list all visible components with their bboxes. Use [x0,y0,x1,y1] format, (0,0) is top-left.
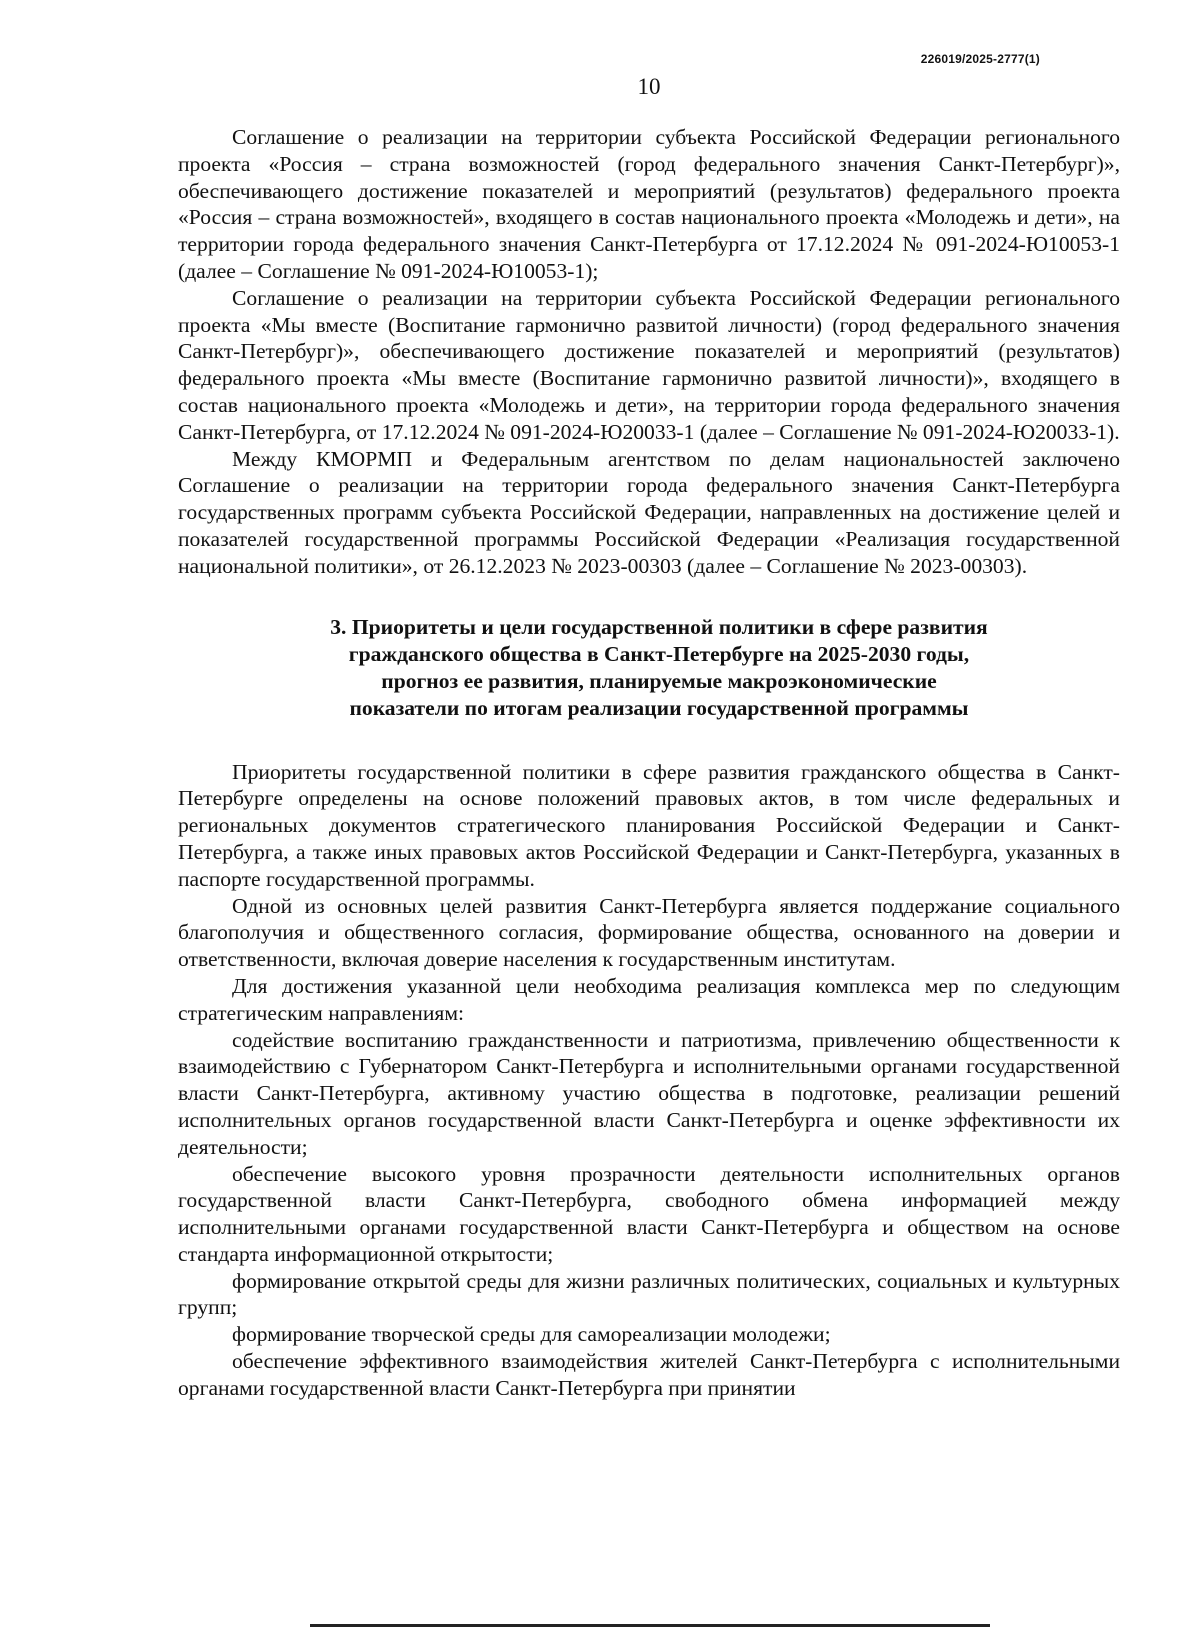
paragraph: Приоритеты государственной политики в сфере развития гражданского общества в Санкт-Петербурге определены на основе положений правовых актов, в том числе федеральных и региональных документов стратегического планирования Российской Федерации и Санкт-Петербурга, а также иных правовых актов Российской Федерации и Санкт-Петербурга, указанных в паспорте государственной программы. [178,759,1120,891]
paragraph: Соглашение о реализации на территории субъекта Российской Федерации регионального проекта «Россия – страна возможностей (город федерального значения Санкт-Петербург)», обеспечивающего достижение показателей и мероприятий (результатов) федерального проекта «Россия – страна возможностей», входящего в состав национального проекта «Молодежь и дети», на территории города федерального значения Санкт-Петербурга от 17.12.2024 № 091-2024-Ю10053-1 (далее – Соглашение № 091-2024-Ю10053-1); [178,125,1120,283]
list-item: обеспечение эффективного взаимодействия жителей Санкт-Петербурга с исполнительными органами государственной власти Санкт-Петербурга при принятии [178,1349,1120,1400]
paragraph: Соглашение о реализации на территории субъекта Российской Федерации регионального проекта «Мы вместе (Воспитание гармонично развитой личности) (город федерального значения Санкт-Петербург)», обеспечивающего достижение показателей и мероприятий (результатов) федерального проекта «Мы вместе (Воспитание гармонично развитой личности)», входящего в состав национального проекта «Молодежь и дети», на территории города федерального значения Санкт-Петербурга, от 17.12.2024 № 091-2024-Ю20033-1 (далее – Соглашение № 091-2024-Ю20033-1). [178,285,1120,444]
page-number: 10 [637,74,661,99]
paragraph: Для достижения указанной цели необходима реализация комплекса мер по следующим стратегическим направлениям: [178,973,1120,1025]
document-id: 226019/2025-2777(1) [920,52,1040,66]
list-item: формирование открытой среды для жизни различных политических, социальных и культурных групп; [178,1268,1120,1320]
list-item: обеспечение высокого уровня прозрачности деятельности исполнительных органов государственной власти Санкт-Петербурга, свободного обмена информацией между исполнительными органами государственной власти Санкт-Петербурга и обществом на основе стандарта информационной открытости; [178,1161,1120,1266]
list-item: содействие воспитанию гражданственности и патриотизма, привлечению общественности к взаимодействию с Губернатором Санкт-Петербурга и исполнительными органами государственной власти Санкт-Петербурга, активному участию общества в подготовке, реализации решений исполнительных органов государственной власти Санкт-Петербурга и оценке эффективности их деятельности; [178,1027,1120,1159]
footer-line [310,1624,990,1627]
paragraph: Одной из основных целей развития Санкт-Петербурга является поддержание социального благополучия и общественного согласия, формирование общества, основанного на доверии и ответственности, включая доверие населения к государственным институтам. [178,893,1120,972]
list-item: формирование творческой среды для самореализации молодежи; [232,1322,831,1347]
paragraph: Между КМОРМП и Федеральным агентством по делам национальностей заключено Соглашение о реализации на территории города федерального значения Санкт-Петербурга государственных программ субъекта Российской Федерации, направленных на достижение целей и показателей государственной программы Российской Федерации «Реализация государственной национальной политики», от 26.12.2023 № 2023-00303 (далее – Соглашение № 2023-00303). [178,446,1120,578]
document-body [178,124,1120,1402]
section-heading: 3. Приоритеты и цели государственной политики в сфере развития гражданского общества в Санкт-Петербурге на 2025-2030 годы, прогноз ее развития, планируемые макроэкономические показатели по итогам реализации государственной программы [330,614,988,720]
